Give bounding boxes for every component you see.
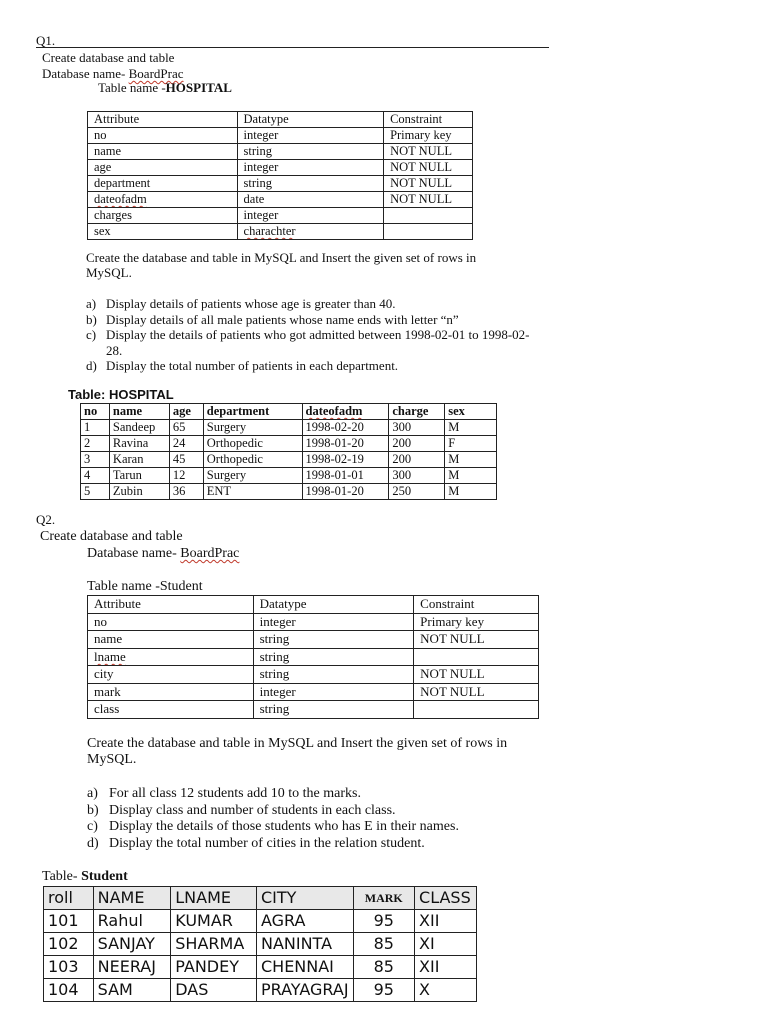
header-cell: Datatype [237, 112, 384, 128]
q1-question-list [86, 296, 530, 374]
table-row [88, 631, 539, 649]
q2-data-caption [42, 869, 128, 885]
table-cell: 103 [44, 956, 94, 979]
header-cell: LNAME [171, 887, 257, 910]
q1-heading: Q1. [36, 33, 56, 48]
q1-table-name: HOSPITAL [165, 80, 232, 95]
table-cell-text: lname [94, 648, 126, 664]
table-cell: 95 [353, 979, 414, 1002]
table-cell: integer [253, 683, 414, 701]
table-row [81, 436, 497, 452]
table-cell: 95 [353, 910, 414, 933]
list-item-text: Display details of patients whose age is greater than 40. [106, 296, 396, 311]
list-item-text: Display class and number of students in each class. [109, 802, 396, 818]
table-cell: 3 [81, 452, 110, 468]
table-cell: NOT NULL [384, 160, 473, 176]
table-cell: 5 [81, 484, 110, 500]
table-cell: M [445, 452, 497, 468]
q2-table-name: Table name -Student [87, 579, 203, 594]
list-item [87, 819, 459, 836]
table-cell: DAS [171, 979, 257, 1002]
list-item-text: For all class 12 students add 10 to the marks. [109, 786, 361, 801]
q1-table-label: Table name - [98, 80, 166, 95]
table-cell: AGRA [256, 910, 353, 933]
table-cell: date [237, 192, 384, 208]
table-cell: string [237, 176, 384, 192]
table-cell: 200 [389, 436, 445, 452]
list-item [87, 786, 459, 803]
list-item [86, 312, 530, 328]
table-row [88, 128, 473, 144]
table-cell: 2 [81, 436, 110, 452]
table-cell: 1998-02-19 [302, 452, 389, 468]
table-row [44, 933, 477, 956]
table-cell: 1998-01-20 [302, 484, 389, 500]
table-row [88, 666, 539, 684]
table-cell: Sandeep [109, 420, 169, 436]
q1-database-name: BoardPrac [128, 66, 184, 81]
q1-database-label: Database name- [42, 66, 129, 81]
table-cell: 36 [169, 484, 203, 500]
table-cell: 85 [353, 956, 414, 979]
table-row [81, 484, 497, 500]
table-cell: NEERAJ [93, 956, 171, 979]
table-cell: 102 [44, 933, 94, 956]
list-item-label: c) [87, 819, 98, 834]
table-cell: sex [88, 224, 238, 240]
table-cell: Zubin [109, 484, 169, 500]
table-cell: X [415, 979, 477, 1002]
q2-instruction-line-2: MySQL. [87, 752, 137, 767]
table-cell [414, 648, 539, 666]
q1-intro-line: Create database and table [42, 50, 175, 65]
table-cell: PANDEY [171, 956, 257, 979]
table-cell: 85 [353, 933, 414, 956]
q2-student-data-table [43, 886, 477, 1002]
table-cell: Surgery [203, 420, 302, 436]
table-cell: string [237, 144, 384, 160]
table-cell: no [88, 128, 238, 144]
q1-heading-rule [36, 47, 549, 48]
header-cell: department [203, 404, 302, 420]
table-cell: F [445, 436, 497, 452]
table-cell: 1998-01-01 [302, 468, 389, 484]
table-cell: string [253, 666, 414, 684]
table-cell: NOT NULL [414, 666, 539, 684]
list-item-label: a) [86, 296, 97, 311]
table-cell: NOT NULL [414, 631, 539, 649]
header-cell: name [109, 404, 169, 420]
table-cell: NOT NULL [384, 144, 473, 160]
table-cell: Rahul [93, 910, 171, 933]
table-cell: 24 [169, 436, 203, 452]
table-cell-text: dateofadm [94, 192, 147, 206]
table-cell: M [445, 484, 497, 500]
table-cell: no [88, 613, 254, 631]
table-header-row [88, 596, 539, 614]
list-item-text: Display details of all male patients whose name ends with letter “n” [106, 311, 459, 327]
q2-schema-table [87, 595, 539, 719]
table-cell: SANJAY [93, 933, 171, 956]
q2-heading: Q2. [36, 512, 56, 527]
q2-database-label: Database name- [87, 546, 181, 561]
table-cell: 101 [44, 910, 94, 933]
list-item-text: 28. [106, 342, 123, 358]
table-cell: XI [415, 933, 477, 956]
table-cell [237, 224, 384, 240]
table-cell: city [88, 666, 254, 684]
table-cell: 12 [169, 468, 203, 484]
list-item-text: Display the details of those students who has E in their names. [109, 819, 459, 834]
header-cell: CLASS [415, 887, 477, 910]
header-cell: Datatype [253, 596, 414, 614]
table-cell: 250 [389, 484, 445, 500]
table-cell: 45 [169, 452, 203, 468]
table-cell: ENT [203, 484, 302, 500]
table-cell: SHARMA [171, 933, 257, 956]
list-item-label: d) [86, 358, 97, 373]
table-cell: 1998-01-20 [302, 436, 389, 452]
table-cell: name [88, 144, 238, 160]
header-cell-text: dateofadm [305, 404, 363, 418]
table-cell: class [88, 701, 254, 719]
q1-instruction-line-1: Create the database and table in MySQL and Insert the given set of rows in [86, 250, 477, 265]
header-cell [302, 404, 389, 420]
list-item [87, 836, 459, 853]
table-cell-text: charachter [243, 224, 296, 238]
table-row [81, 420, 497, 436]
table-cell: age [88, 160, 238, 176]
table-cell [384, 224, 473, 240]
q2-database-name-line [87, 546, 239, 562]
table-header-row [44, 887, 477, 910]
table-cell: PRAYAGRAJ [256, 979, 353, 1002]
table-row [88, 208, 473, 224]
list-item [86, 296, 530, 312]
table-header-row [81, 404, 497, 420]
table-cell [88, 648, 254, 666]
table-cell: Ravina [109, 436, 169, 452]
header-cell: age [169, 404, 203, 420]
table-cell: M [445, 420, 497, 436]
list-item-label: b) [87, 802, 99, 818]
header-cell: Attribute [88, 596, 254, 614]
table-row [88, 160, 473, 176]
list-item [86, 343, 530, 359]
table-cell: name [88, 631, 254, 649]
table-cell [384, 208, 473, 224]
table-cell: NANINTA [256, 933, 353, 956]
list-item [86, 358, 530, 374]
table-row [88, 613, 539, 631]
q2-database-name: BoardPrac [180, 546, 240, 561]
header-cell: NAME [93, 887, 171, 910]
list-item-text: Display the details of patients who got admitted between 1998-02-01 to 1998-02- [106, 327, 530, 342]
table-cell [88, 192, 238, 208]
table-header-row [88, 112, 473, 128]
table-cell: XII [415, 956, 477, 979]
table-row [88, 192, 473, 208]
table-cell: SAM [93, 979, 171, 1002]
table-row [44, 956, 477, 979]
table-row [44, 910, 477, 933]
table-cell: M [445, 468, 497, 484]
header-cell: CITY [256, 887, 353, 910]
table-cell: mark [88, 683, 254, 701]
table-cell: Tarun [109, 468, 169, 484]
table-cell: 300 [389, 420, 445, 436]
q1-instruction-line-2: MySQL. [86, 265, 132, 280]
header-cell: Constraint [384, 112, 473, 128]
list-item-label: d) [87, 835, 99, 851]
table-row [88, 648, 539, 666]
table-row [44, 979, 477, 1002]
q1-table-name-line [98, 80, 232, 96]
table-cell: integer [237, 128, 384, 144]
table-cell: XII [415, 910, 477, 933]
table-cell: 4 [81, 468, 110, 484]
table-cell: string [253, 631, 414, 649]
header-cell: Attribute [88, 112, 238, 128]
table-row [88, 683, 539, 701]
caption-prefix: Table- [42, 869, 82, 884]
table-cell: 65 [169, 420, 203, 436]
table-cell: Primary key [384, 128, 473, 144]
table-cell: Primary key [414, 613, 539, 631]
table-cell: 1998-02-20 [302, 420, 389, 436]
header-cell: Constraint [414, 596, 539, 614]
table-row [81, 452, 497, 468]
header-cell: no [81, 404, 110, 420]
table-row [88, 144, 473, 160]
table-cell: Surgery [203, 468, 302, 484]
table-row [81, 468, 497, 484]
table-cell: CHENNAI [256, 956, 353, 979]
caption-prefix: Table: [68, 387, 109, 402]
table-row [88, 224, 473, 240]
table-cell: Karan [109, 452, 169, 468]
q1-hospital-data-table [80, 403, 497, 500]
header-cell: roll [44, 887, 94, 910]
table-cell: 104 [44, 979, 94, 1002]
table-cell: Orthopedic [203, 436, 302, 452]
table-cell: Orthopedic [203, 452, 302, 468]
table-cell: NOT NULL [414, 683, 539, 701]
table-cell: integer [237, 160, 384, 176]
table-row [88, 176, 473, 192]
caption-name: Student [81, 869, 128, 884]
q1-data-caption [68, 387, 174, 402]
table-cell: KUMAR [171, 910, 257, 933]
table-cell: 200 [389, 452, 445, 468]
list-item-label: c) [86, 327, 97, 342]
list-item [87, 803, 459, 820]
header-cell: MARK [353, 887, 414, 910]
table-cell: string [253, 701, 414, 719]
table-cell: charges [88, 208, 238, 224]
list-item-text: Display the total number of cities in the relation student. [109, 835, 425, 851]
list-item-label: a) [87, 786, 98, 801]
table-cell [414, 701, 539, 719]
table-cell: department [88, 176, 238, 192]
table-cell: NOT NULL [384, 192, 473, 208]
q2-intro-line: Create database and table [40, 529, 183, 544]
q1-schema-table [87, 111, 473, 240]
header-cell: sex [445, 404, 497, 420]
list-item-text: Display the total number of patients in each department. [106, 358, 399, 373]
table-cell: NOT NULL [384, 176, 473, 192]
table-row [88, 701, 539, 719]
caption-name: HOSPITAL [108, 387, 174, 402]
table-cell: integer [253, 613, 414, 631]
q2-question-list [87, 786, 459, 852]
table-cell: string [253, 648, 414, 666]
header-cell: charge [389, 404, 445, 420]
q2-instruction-line-1: Create the database and table in MySQL and Insert the given set of rows in [87, 736, 508, 751]
table-cell: integer [237, 208, 384, 224]
table-cell: 1 [81, 420, 110, 436]
list-item-label: b) [86, 311, 97, 327]
table-cell: 300 [389, 468, 445, 484]
list-item [86, 327, 530, 343]
